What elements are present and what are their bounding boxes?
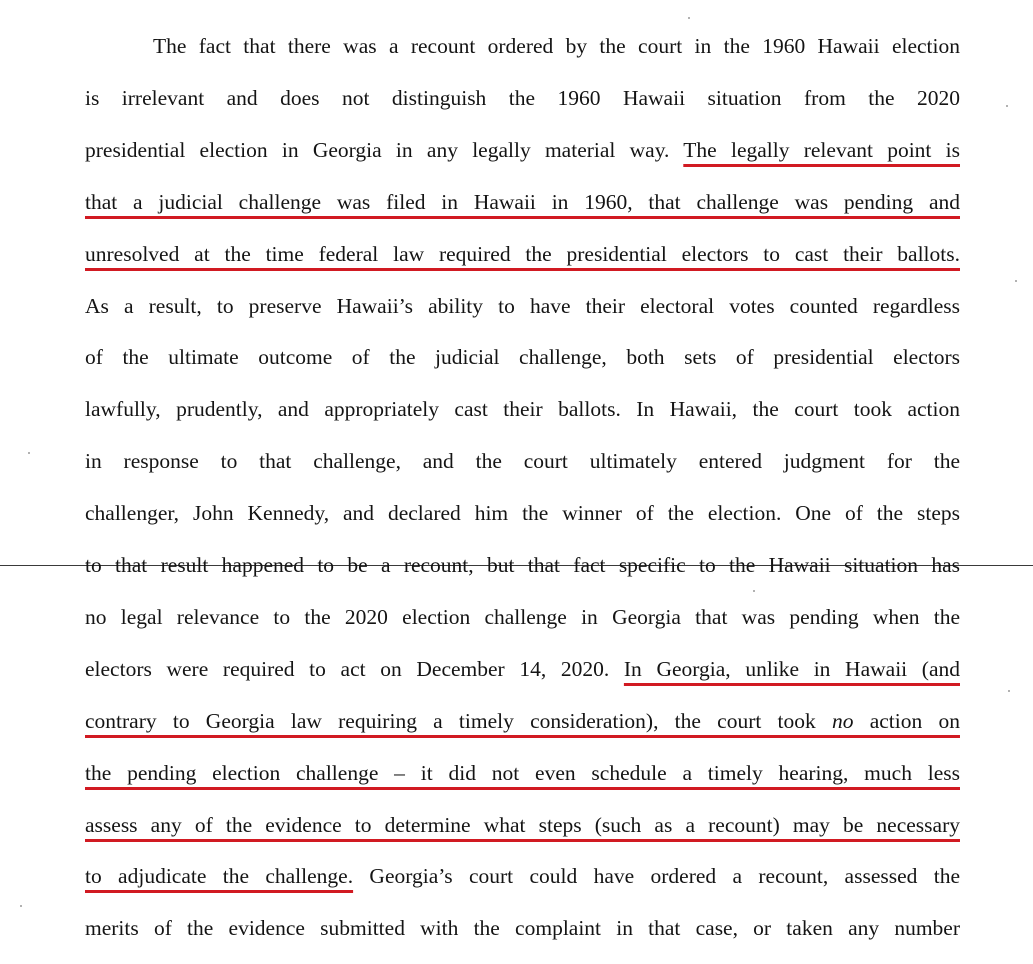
- underlined-text: assess any of the evidence to determine what steps (such as a recount) may be necessary: [85, 812, 960, 837]
- scan-speck: [688, 17, 690, 19]
- text-line: [85, 550, 960, 580]
- underlined-text: that a judicial challenge was filed in Hawaii in 1960, that challenge was pending and: [85, 189, 960, 214]
- text-line: [85, 810, 960, 840]
- text-span: no legal relevance to the 2020 election challenge in Georgia that was pending when the: [85, 604, 960, 629]
- text-line: [85, 239, 960, 269]
- text-line: [153, 31, 960, 61]
- scan-speck: [20, 905, 22, 907]
- text-line: [85, 342, 960, 372]
- text-span: electors were required to act on December 14, 2020.: [85, 656, 624, 681]
- scan-speck: [1006, 105, 1008, 107]
- scan-speck: [1008, 690, 1010, 692]
- text-line: [85, 758, 960, 788]
- text-span: The fact that there was a recount ordered by the court in the 1960 Hawaii election: [153, 34, 960, 58]
- text-line: [85, 83, 960, 113]
- text-line: [85, 861, 960, 891]
- scan-speck: [28, 452, 30, 454]
- text-line: [85, 706, 960, 736]
- text-line: [85, 913, 960, 943]
- text-span: in response to that challenge, and the court ultimately entered judgment for the: [85, 449, 960, 474]
- scan-speck: [1015, 280, 1017, 282]
- text-span: challenger, John Kennedy, and declared him the winner of the election. One of the steps: [85, 501, 960, 526]
- underlined-text: In Georgia, unlike in Hawaii (and: [623, 656, 960, 681]
- text-line: [85, 498, 960, 528]
- text-span: is irrelevant and does not distinguish the 1960 Hawaii situation from the 2020: [85, 85, 960, 110]
- text-line: [85, 446, 960, 476]
- text-line: [85, 654, 960, 684]
- text-line: [85, 602, 960, 632]
- underlined-text: action on: [853, 708, 960, 733]
- underlined-text: to adjudicate the challenge.: [85, 864, 354, 889]
- underlined-text: The legally relevant point is: [683, 137, 960, 162]
- scan-speck: [753, 590, 755, 592]
- text-span: merits of the evidence submitted with the complaint in that case, or taken any number: [85, 916, 960, 941]
- text-span: to that result happened to be a recount, but that fact specific to the Hawaii situation has: [85, 553, 960, 577]
- underlined-text: unresolved at the time federal law required the presidential electors to cast their ballots.: [85, 241, 960, 266]
- text-span: As a result, to preserve Hawaii’s ability to have their electoral votes counted regardless: [85, 293, 960, 318]
- text-span: Georgia’s court could have ordered a recount, assessed the: [353, 864, 960, 889]
- text-line: [85, 187, 960, 217]
- text-line: [85, 135, 960, 165]
- underlined-text: no: [832, 708, 854, 733]
- text-line: [85, 291, 960, 321]
- text-span: of the ultimate outcome of the judicial challenge, both sets of presidential electors: [85, 345, 960, 370]
- text-span: lawfully, prudently, and appropriately cast their ballots. In Hawaii, the court took action: [85, 397, 960, 422]
- underlined-text: contrary to Georgia law requiring a timely consideration), the court took: [85, 708, 832, 733]
- text-line: [85, 394, 960, 424]
- underlined-text: the pending election challenge – it did not even schedule a timely hearing, much less: [85, 760, 960, 785]
- text-span: presidential election in Georgia in any legally material way.: [85, 137, 684, 162]
